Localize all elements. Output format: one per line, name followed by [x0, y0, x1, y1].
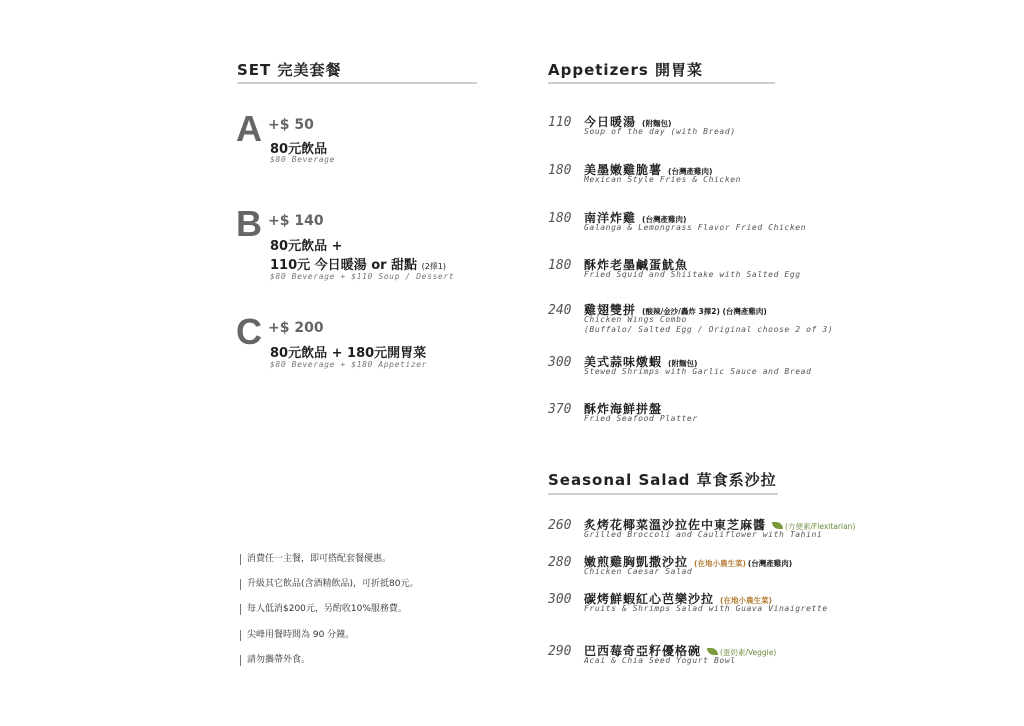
set-option-c-letter: C: [236, 311, 262, 352]
menu-item: [548, 516, 968, 546]
leaf-icon: [772, 522, 783, 529]
item-tag: (台灣產雞肉): [642, 215, 687, 224]
item-tag-secondary: (台灣產雞肉): [747, 559, 793, 568]
menu-item: [548, 113, 968, 143]
item-price: 110: [548, 115, 572, 130]
set-title-divider: [237, 82, 477, 84]
item-name-en: Mexican Style Fries & Chicken: [584, 175, 742, 184]
item-name-en: Stewed Shrimps with Garlic Sauce and Bread: [584, 367, 812, 376]
menu-item: [548, 400, 968, 430]
menu-item: [548, 553, 968, 583]
item-tag: (附麵包): [668, 359, 698, 368]
item-name-en: Galanga & Lemongrass Flavor Fried Chicken: [584, 223, 807, 232]
item-name-en: Fried Seafood Platter: [584, 414, 698, 423]
item-price: 300: [548, 592, 572, 607]
item-tag: (台灣產雞肉): [668, 167, 713, 176]
item-name-zh-text: 酥炸海鮮拼盤: [584, 402, 663, 416]
policy-note: 請勿攜帶外食。: [240, 655, 310, 666]
set-option-a-line1: 80元飲品: [270, 142, 328, 157]
item-name-zh-text: 嫩煎雞胸凱撒沙拉: [584, 555, 689, 569]
menu-item: [548, 209, 968, 239]
menu-item: [548, 590, 968, 620]
item-name-en-line2: (Buffalo/ Salted Egg / Original choose 2 of 3): [584, 325, 834, 334]
item-price: 180: [548, 258, 572, 273]
item-name-zh-text: 今日暖湯: [584, 115, 637, 129]
item-price: 180: [548, 211, 572, 226]
menu-item: [548, 161, 968, 191]
menu-item: [548, 301, 968, 337]
menu-item: [548, 353, 968, 383]
item-price: 300: [548, 355, 572, 370]
item-name-zh-text: 雞翅雙拼: [584, 303, 637, 317]
item-tag: (在地小農生菜): [694, 559, 746, 568]
item-name-en: Grilled Broccoli and Cauliflower with Tahini: [584, 530, 823, 539]
item-tag: (附麵包): [642, 119, 672, 128]
set-title: SET 完美套餐: [237, 61, 342, 79]
item-price: 240: [548, 303, 572, 318]
set-option-b-price: +$ 140: [268, 213, 324, 229]
item-name-en: [584, 315, 833, 335]
salad-title: Seasonal Salad 草食系沙拉: [548, 471, 777, 489]
appetizers-title-divider: [548, 82, 775, 84]
appetizers-title: Appetizers 開胃菜: [548, 61, 704, 79]
set-option-c-note: $80 Beverage + $180 Appetizer: [270, 360, 428, 369]
set-option-b-line2-text: 110元 今日暖湯 or 甜點: [270, 258, 418, 273]
set-option-b-choice-note: (2擇1): [421, 262, 447, 271]
set-option-a-price: +$ 50: [268, 117, 314, 133]
item-price: 260: [548, 518, 572, 533]
item-name-zh-text: 南洋炸雞: [584, 211, 637, 225]
set-option-b-note: $80 Beverage + $110 Soup / Dessert: [270, 272, 455, 281]
menu-item: [548, 642, 968, 672]
set-option-b-letter: B: [236, 203, 262, 244]
item-tag: (方便素/Flexitarian): [785, 522, 856, 531]
menu-item: [548, 256, 968, 286]
item-name-en: Fried Squid and Shiitake with Salted Egg: [584, 270, 801, 279]
policy-note: 升級其它飲品(含酒精飲品)，可折抵80元。: [240, 579, 418, 590]
item-name-zh-text: 巴西莓奇亞籽優格碗: [584, 644, 702, 658]
item-tag: (酸辣/金沙/轟炸 3擇2) (台灣產雞肉): [642, 307, 767, 316]
set-option-a-letter: A: [236, 108, 262, 149]
item-tag: (在地小農生菜): [720, 596, 772, 605]
item-price: 280: [548, 555, 572, 570]
item-price: 370: [548, 402, 572, 417]
item-name-en-line1: Chicken Wings Combo: [584, 315, 687, 324]
policy-note: 消費任一主餐，即可搭配套餐優惠。: [240, 554, 391, 565]
set-option-c-price: +$ 200: [268, 320, 324, 336]
item-price: 180: [548, 163, 572, 178]
item-tag: (蛋奶素/Veggie): [720, 648, 777, 657]
item-name-zh-text: 美墨嫩雞脆薯: [584, 163, 663, 177]
item-price: 290: [548, 644, 572, 659]
salad-title-divider: [548, 493, 778, 495]
item-name-en: Chicken Caesar Salad: [584, 567, 693, 576]
item-name-zh-text: 酥炸老墨鹹蛋魷魚: [584, 258, 689, 272]
policy-note: 尖峰用餐時間為 90 分鐘。: [240, 630, 354, 641]
set-option-a-note: $80 Beverage: [270, 155, 335, 164]
item-name-en: Soup of the day (with Bread): [584, 127, 736, 136]
leaf-icon: [707, 648, 718, 655]
item-name-zh-text: 美式蒜味燉蝦: [584, 355, 663, 369]
item-name-en: Fruits & Shrimps Salad with Guava Vinaigrette: [584, 604, 828, 613]
set-option-c-line1: 80元飲品 + 180元開胃菜: [270, 346, 427, 361]
policy-note: 每人低消$200元，另酌收10%服務費。: [240, 604, 407, 615]
item-name-zh-text: 碳烤鮮蝦紅心芭樂沙拉: [584, 592, 715, 606]
item-name-zh-text: 炙烤花椰菜溫沙拉佐中東芝麻醬: [584, 518, 767, 532]
item-name-en: Acai & Chia Seed Yogurt Bowl: [584, 656, 736, 665]
set-option-b-line2: [270, 254, 446, 273]
set-option-b-line1: 80元飲品 +: [270, 239, 343, 254]
